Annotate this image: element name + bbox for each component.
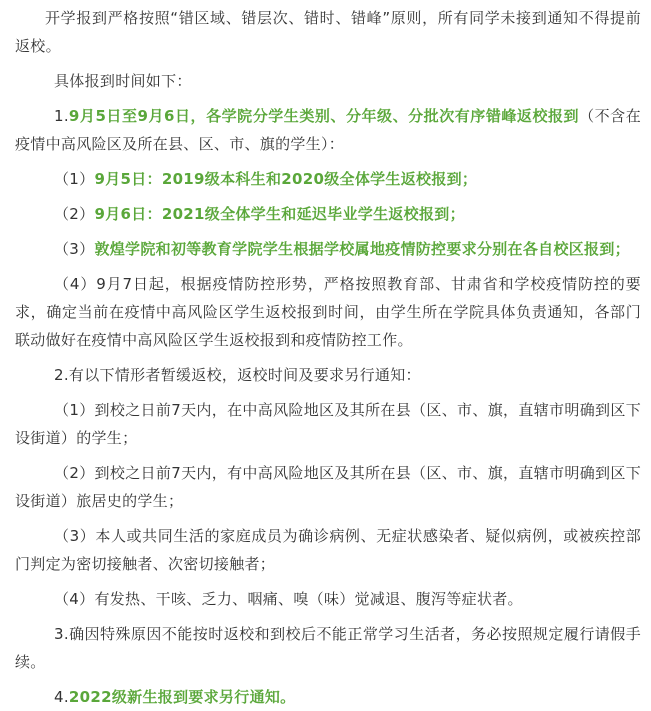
item-2-sub-2	[0, 459, 651, 515]
item-1-sub-3-text: 敦煌学院和初等教育学院学生根据学校属地疫情防控要求分别在各自校区报到；	[94, 240, 630, 258]
item-2-sub-2-text: （2）到校之日前7天内，有中高风险地区及其所在县（区、市、旗，直辖市明确到区下设街道）旅居史的学生；	[15, 464, 641, 510]
item-2-sub-4	[0, 585, 651, 613]
item-1-sub-1-number: （1）	[54, 170, 95, 188]
item-1-sub-4-text: （4）9月7日起，根据疫情防控形势，严格按照教育部、甘肃省和学校疫情防控的要求，确定当前在疫情中高风险区学生返校报到时间，由学生所在学院具体负责通知，各部门联动做好在疫情中高风险区学生返校报到和疫情防控工作。	[15, 275, 641, 349]
item-1-number: 1.	[54, 107, 69, 125]
schedule-heading-text: 具体报到时间如下：	[54, 72, 192, 90]
item-2-text: 2.有以下情形者暂缓返校，返校时间及要求另行通知：	[54, 366, 421, 384]
item-1-sub-1	[0, 165, 651, 193]
item-2-sub-4-text: （4）有发热、干咳、乏力、咽痛、嗅（味）觉减退、腹泻等症状者。	[54, 590, 523, 608]
item-4-text: 2022级新生报到要求另行通知。	[68, 688, 296, 706]
item-4-number: 4.	[54, 688, 69, 706]
item-1-sub-2	[0, 200, 651, 228]
item-1-sub-3-number: （3）	[54, 240, 95, 258]
item-1	[0, 102, 651, 158]
item-1-sub-2-number: （2）	[54, 205, 95, 223]
item-4	[0, 683, 651, 711]
item-2-sub-1-text: （1）到校之日前7天内，在中高风险地区及其所在县（区、市、旗，直辖市明确到区下设街道）的学生；	[15, 401, 641, 447]
intro-text: 开学报到严格按照“错区域、错层次、错时、错峰”原则，所有同学未接到通知不得提前返校。	[15, 9, 641, 55]
item-2-sub-3	[0, 522, 651, 578]
item-1-sub-1-text: 9月5日：2019级本科生和2020级全体学生返校报到；	[94, 170, 478, 188]
item-1-emphasis: 9月5日至9月6日，各学院分学生类别、分年级、分批次有序错峰返校报到	[68, 107, 580, 125]
item-2	[0, 361, 651, 389]
schedule-heading	[0, 67, 651, 95]
item-2-sub-1	[0, 396, 651, 452]
item-1-note: （不含在疫情中高风险区及所在县、区、市、旗的学生）：	[15, 107, 642, 153]
item-1-sub-3	[0, 235, 651, 263]
item-3-text: 3.确因特殊原因不能按时返校和到校后不能正常学习生活者，务必按照规定履行请假手续。	[15, 625, 641, 671]
intro-paragraph	[0, 4, 651, 60]
item-1-sub-4	[0, 270, 651, 354]
item-1-sub-2-text: 9月6日：2021级全体学生和延迟毕业学生返校报到；	[94, 205, 465, 223]
item-3	[0, 620, 651, 676]
item-2-sub-3-text: （3）本人或共同生活的家庭成员为确诊病例、无症状感染者、疑似病例，或被疾控部门判定为密切接触者、次密切接触者；	[15, 527, 641, 573]
